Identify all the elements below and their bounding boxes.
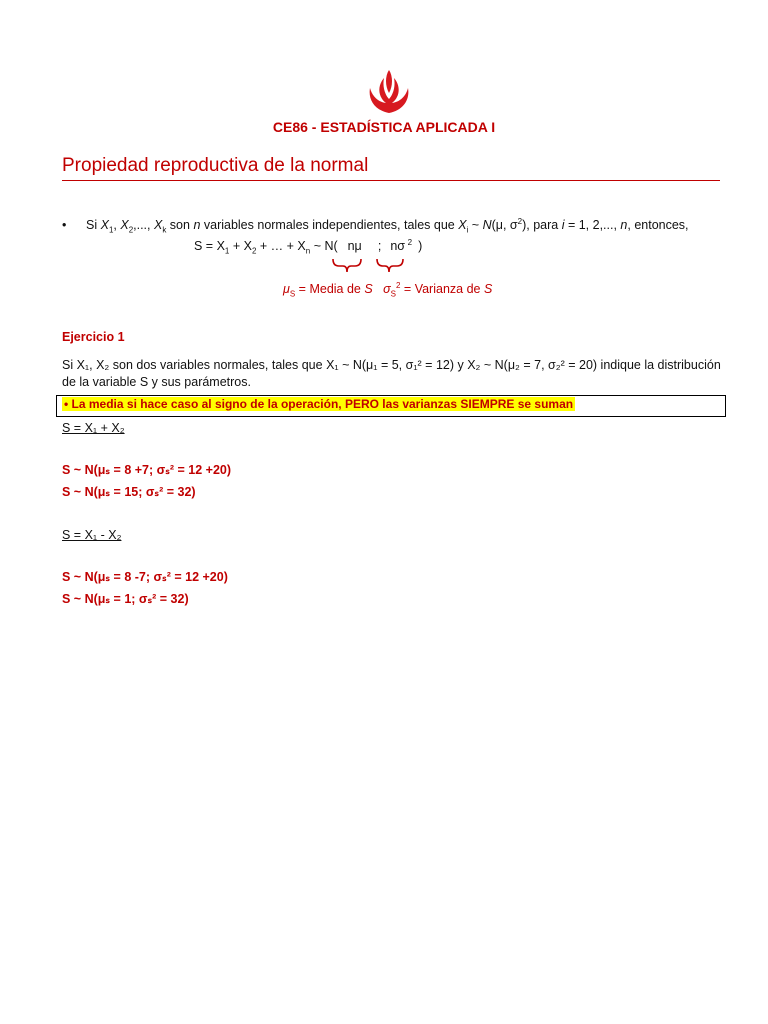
sum-result-1: S ~ N(μₛ = 8 +7; σₛ² = 12 +20)	[62, 463, 232, 477]
note-box	[56, 395, 726, 417]
university-logo	[364, 66, 414, 116]
exercise-title: Ejercicio 1	[62, 330, 125, 344]
property-statement: • Si $X_1$, $X_2$,..., $X_k$ son n variables normales independientes, tales que $X_i$ ~ N(μ, $\sigma^2$), para i = 1, 2,..., n, entonces,	[62, 217, 689, 235]
section-title: Propiedad reproductiva de la normal	[62, 155, 369, 176]
diff-result-1: S ~ N(μₛ = 8 -7; σₛ² = 12 +20)	[62, 570, 228, 584]
note-text: • La media si hace caso al signo de la operación, PERO las varianzas SIEMPRE se suman	[64, 397, 574, 411]
sum-result-2: S ~ N(μₛ = 15; σₛ² = 32)	[62, 485, 196, 499]
sum-definition: S = X₁ + X₂	[62, 421, 125, 435]
parameter-annotation: $\mu_S$ = Media de S $\sigma_S^2$ = Varianza de S	[283, 281, 493, 299]
n-sigma: nσ	[390, 239, 405, 254]
diff-definition: S = X₁ - X₂	[62, 528, 122, 542]
exercise-statement: Si X₁, X₂ son dos variables normales, tales que X₁ ~ N(μ₁ = 5, σ₁² = 12) y X₂ ~ N(μ₂ = 7, σ₂² = 20) indique la distribución de la variable S y sus parámetros.	[62, 358, 721, 389]
bullet-icon: •	[62, 218, 67, 233]
course-title: CE86 - ESTADÍSTICA APLICADA I	[272, 119, 496, 135]
n-mu: nμ	[347, 239, 362, 254]
diff-result-2: S ~ N(μₛ = 1; σₛ² = 32)	[62, 592, 189, 606]
underbraces	[325, 256, 415, 278]
title-rule	[62, 180, 720, 181]
sum-formula: $S = X_1 + X_2$ + … + $X_n$ ~ N( nμ ; nσ $^2$ )	[194, 238, 423, 256]
